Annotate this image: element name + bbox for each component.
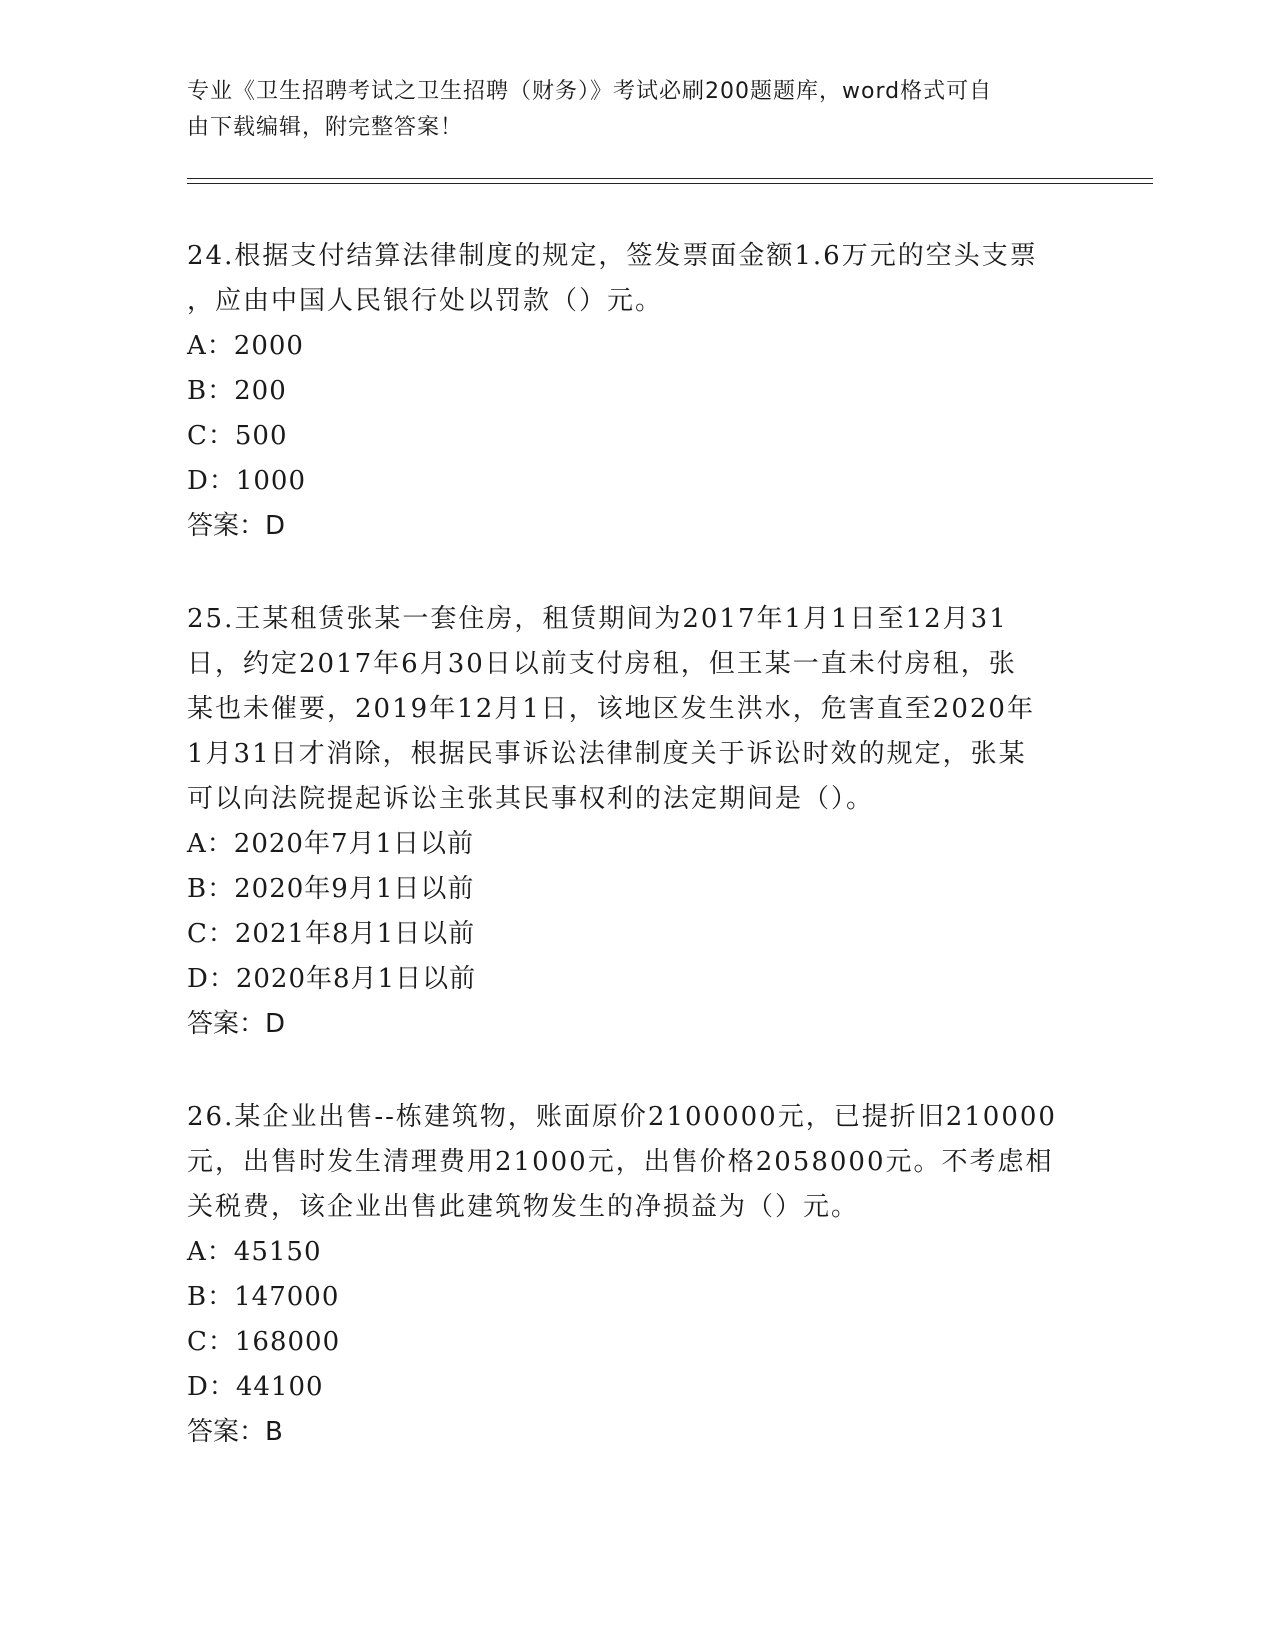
option-d: D：2020年8月1日以前: [187, 964, 477, 994]
option-d: D：1000: [187, 466, 307, 496]
option-a: A：45150: [187, 1237, 322, 1267]
option-c: C：2021年8月1日以前: [187, 919, 476, 949]
header-line-1: 专业《卫生招聘考试之卫生招聘（财务）》考试必刷200题题库，word格式可自: [187, 79, 993, 104]
option-b: B：2020年9月1日以前: [187, 874, 475, 904]
answer-line: 答案：D: [187, 511, 286, 541]
question-stem-line: 关税费，该企业出售此建筑物发生的净损益为（）元。: [187, 1192, 860, 1222]
document-header: [187, 74, 1067, 146]
question-stem-line: 26.某企业出售--栋建筑物，账面原价2100000元，已提折旧210000: [187, 1102, 1057, 1132]
question-24: [187, 234, 1087, 549]
question-stem-line: 24.根据支付结算法律制度的规定，签发票面金额1.6万元的空头支票: [187, 241, 1038, 271]
option-c: C：500: [187, 421, 288, 451]
question-25: [187, 597, 1087, 1047]
question-stem-line: 某也未催要，2019年12月1日，该地区发生洪水，危害直至2020年: [187, 694, 1035, 724]
header-line-2: 由下载编辑，附完整答案！: [187, 115, 464, 140]
question-stem-line: 元，出售时发生清理费用21000元，出售价格2058000元。不考虑相: [187, 1147, 1054, 1177]
option-b: B：147000: [187, 1282, 340, 1312]
answer-line: 答案：B: [187, 1417, 283, 1447]
question-26: [187, 1095, 1087, 1455]
option-a: A：2020年7月1日以前: [187, 829, 475, 859]
option-c: C：168000: [187, 1327, 341, 1357]
header-divider-bottom: [187, 183, 1153, 184]
option-b: B：200: [187, 376, 287, 406]
option-a: A：2000: [187, 331, 304, 361]
option-d: D：44100: [187, 1372, 324, 1402]
question-stem-line: 可以向法院提起诉讼主张其民事权利的法定期间是（）。: [187, 784, 875, 814]
answer-line: 答案：D: [187, 1009, 286, 1039]
question-stem-line: 日，约定2017年6月30日以前支付房租，但王某一直未付房租，张: [187, 649, 1017, 679]
header-divider-top: [187, 178, 1153, 179]
question-stem-line: 25.王某租赁张某一套住房，租赁期间为2017年1月1日至12月31: [187, 604, 1008, 634]
question-stem-line: ，应由中国人民银行处以罚款（）元。: [187, 286, 664, 316]
question-stem-line: 1月31日才消除，根据民事诉讼法律制度关于诉讼时效的规定，张某: [187, 739, 1027, 769]
